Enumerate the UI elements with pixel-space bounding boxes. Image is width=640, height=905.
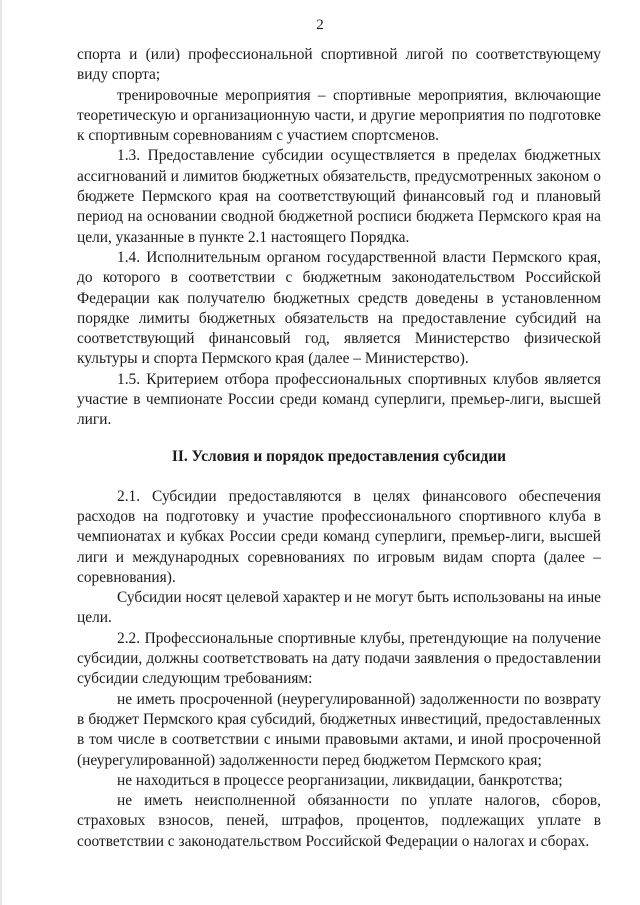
document-body bbox=[77, 45, 601, 852]
paragraph-training-events: тренировочные мероприятия – спортивные мероприятия, включающие теоретическую и организационную части, и другие мероприятия по подготовке к спортивным соревнованиям с участием спортсменов. bbox=[77, 86, 601, 145]
paragraph-no-debt: не иметь просроченной (неурегулированной) задолженности по возврату в бюджет Пермского края субсидий, бюджетных инвестиций, предоставленных в том числе в соответствии с иными правовыми актами, и иной просроченной (неурегулированной) задолженности перед бюджетом Пермского края; bbox=[77, 690, 601, 769]
paragraph-1-3: 1.3. Предоставление субсидии осуществляется в пределах бюджетных ассигнований и лимитов бюджетных обязательств, предусмотренных законом о бюджете Пермского края на соответствующий финансовый год и плановый период на основании сводной бюджетной росписи бюджета Пермского края на цели, указанные в пункте 2.1 настоящего Порядка. bbox=[77, 147, 601, 246]
paragraph-sports-league: спорта и (или) профессиональной спортивной лигой по соответствующему виду спорта; bbox=[77, 46, 601, 84]
paragraph-2-1: 2.1. Субсидии предоставляются в целях финансового обеспечения расходов на подготовку и участие профессионального спортивного клуба в чемпионатах и кубках России среди команд суперлиги, премьер-лиги, высшей лиги и международных соревнованиях по игровым видам спорта (далее – соревнования). bbox=[77, 487, 601, 586]
page-number: 2 bbox=[316, 17, 324, 33]
paragraph-no-tax-obligation: не иметь неисполненной обязанности по уплате налогов, сборов, страховых взносов, пеней, штрафов, процентов, подлежащих уплате в соответствии с законодательством Российской Федерации о налогах и сборах. bbox=[77, 792, 601, 850]
paragraph-target-purpose: Субсидии носят целевой характер и не могут быть использованы на иные цели. bbox=[77, 589, 601, 627]
paragraph-no-reorganization: не находиться в процессе реорганизации, ликвидации, банкротства; bbox=[117, 771, 563, 789]
paragraph-2-2: 2.2. Профессиональные спортивные клубы, претендующие на получение субсидии, должны соответствовать на дату подачи заявления о предоставлении субсидии следующим требованиям: bbox=[77, 629, 601, 688]
paragraph-1-4: 1.4. Исполнительным органом государственной власти Пермского края, до которого в соответствии с бюджетным законодательством Российской Федерации как получателю бюджетных средств доведены в установленном порядке лимиты бюджетных обязательств на предоставление субсидий на соответствующий финансовый год, является Министерство физической культуры и спорта Пермского края (далее – Министерство). bbox=[77, 248, 601, 368]
page-edge bbox=[0, 0, 2, 905]
paragraph-1-5: 1.5. Критерием отбора профессиональных спортивных клубов является участие в чемпионате России среди команд суперлиги, премьер-лиги, высшей лиги. bbox=[77, 370, 601, 429]
section-heading: II. Условия и порядок предоставления субсидии bbox=[171, 447, 507, 465]
